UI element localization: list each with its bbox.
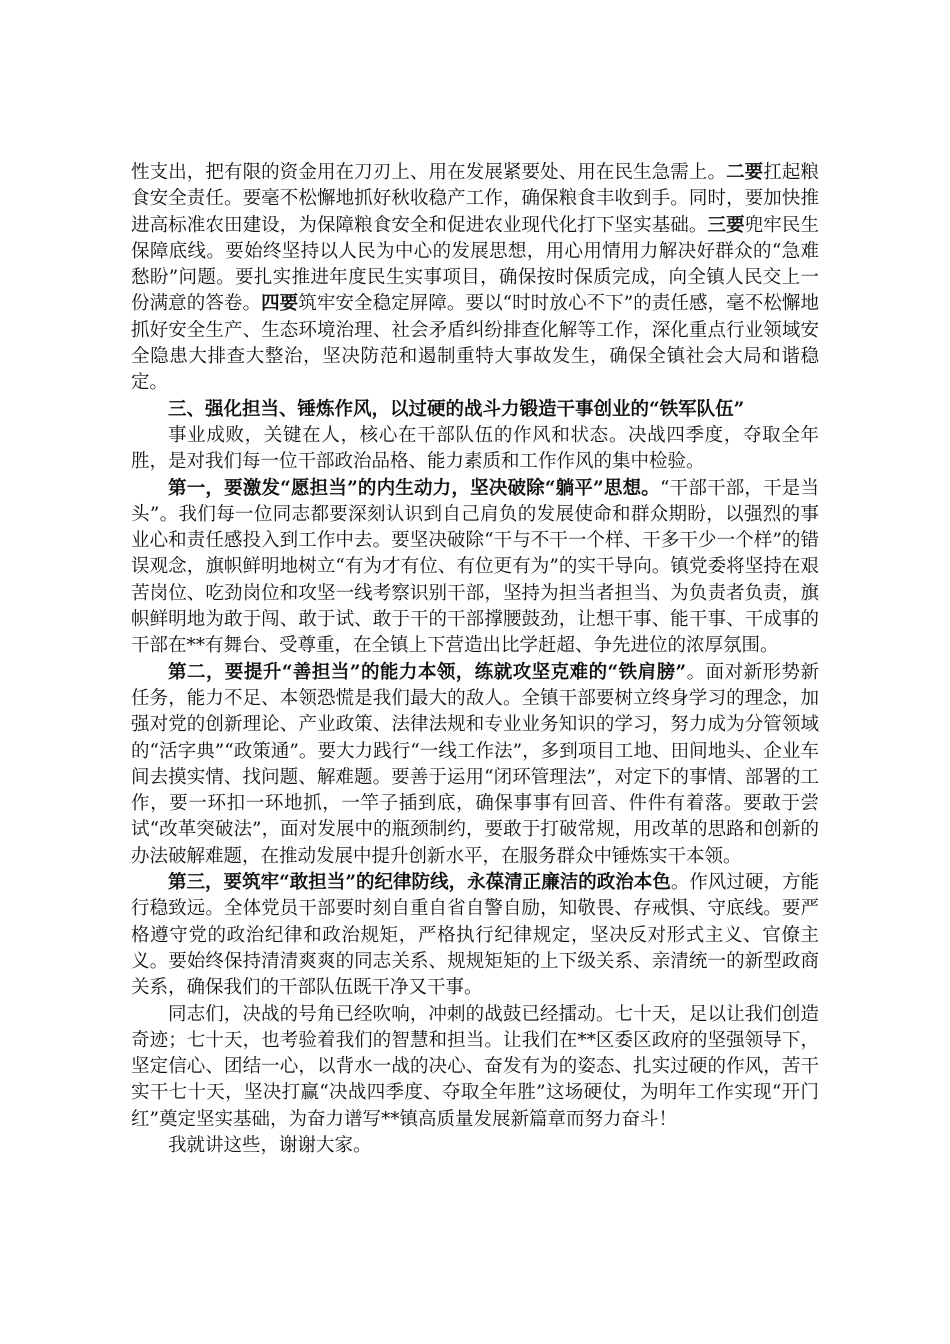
paragraph-third-point [131,870,819,1001]
paragraph-intro: 事业成败，关键在人，核心在干部队伍的作风和状态。决战四季度，夺取全年胜，是对我们每一位干部政治品格、能力素质和工作作风的集中检验。 [131,424,819,473]
bold-label: 四要 [261,293,299,315]
paragraph-second-point [131,660,819,870]
paragraph-thanks: 我就讲这些，谢谢大家。 [168,1134,372,1156]
point-heading: 第三，要筑牢“敢担当”的纪律防线，永葆清正廉洁的政治本色 [168,872,671,894]
bold-label: 三要 [707,214,745,236]
text-run: 。面对新形势新任务，能力不足、本领恐慌是我们最大的敌人。全镇干部要树立终身学习的理念，加强对党的创新理论、产业政策、法律法规和专业业务知识的学习，努力成为分管领域的“活字典”“政策通”。要大力践行“一线工作法”，多到项目工地、田间地头、企业车间去摸实情、找问题、解难题。要善于运用“闭环管理法”，对定下的事情、部署的工作，要一环扣一环地抓，一竿子插到底，确保事事有回音、件件有着落。要敢于尝试“改革突破法”，面对发展中的瓶颈制约，要敢于打破常规，用改革的思路和创新的办法破解难题，在推动发展中提升创新水平，在服务群众中锤炼实干本领。 [131,661,819,867]
text-run: 扛起粮食安全责任。要毫不松懈地抓好秋收稳产工作，确保粮食丰收到手。同时，要加快推进高标准农田建设，为保障粮食安全和促进农业现代化打下坚实基础。 [131,162,819,236]
document-page [131,160,819,1159]
paragraph-closing: 同志们，决战的号角已经吹响，冲刺的战鼓已经擂动。七十天，足以让我们创造奇迹；七十天，也考验着我们的智慧和担当。让我们在**区委区政府的坚强领导下，坚定信心、团结一心，以背水一战的决心、奋发有为的姿态、扎实过硬的作风，苦干实干七十天，坚决打赢“决战四季度、夺取全年胜”这场硬仗，为明年工作实现“开门红”奠定坚实基础，为奋力谱写**镇高质量发展新篇章而努力奋斗！ [131,1003,819,1130]
bold-label: 二要 [726,162,764,183]
paragraph-first-point [131,476,819,660]
text-run: 性支出，把有限的资金用在刀刃上、用在发展紧要处、用在民生急需上。 [131,162,727,183]
text-run: 筑牢安全稳定屏障。要以“时时放心不下”的责任感，毫不松懈地抓好安全生产、生态环境治理、社会矛盾纠纷排查化解等工作，深化重点行业领域安全隐患大排查大整治，坚决防范和遏制重特大事故发生，确保全镇社会大局和谐稳定。 [131,293,819,394]
text-run: 兜牢民生保障底线。要始终坚持以人民为中心的发展思想，用心用情用力解决好群众的“急难愁盼”问题。要扎实推进年度民生实事项目，确保按时保质完成，向全镇人民交上一份满意的答卷。 [131,214,819,315]
section-heading: 三、强化担当、锤炼作风，以过硬的战斗力锻造干事创业的“铁军队伍” [168,398,745,420]
text-run: “干部干部，干是当头”。我们每一位同志都要深刻认识到自己肩负的发展使命和群众期盼，以强烈的事业心和责任感投入到工作中去。要坚决破除“干与不干一个样、干多干少一个样”的错误观念，旗帜鲜明地树立“有为才有位、有位更有为”的实干导向。镇党委将坚持在艰苦岗位、吃劲岗位和攻坚一线考察识别干部，坚持为担当者担当、为负责者负责，旗帜鲜明地为敢于闯、敢于试、敢于干的干部撑腰鼓劲，让想干事、能干事、干成事的干部在**有舞台、受尊重，在全镇上下营造出比学赶超、争先进位的浓厚氛围。 [131,477,819,657]
point-heading: 第二，要提升“善担当”的能力本领，练就攻坚克难的“铁肩膀” [168,661,687,683]
paragraph-key-tasks [131,160,819,397]
text-run: 。作风过硬，方能行稳致远。全体党员干部要时刻自重自省自警自励，知敬畏、存戒惧、守底线。要严格遵守党的政治纪律和政治规矩，严格执行纪律规定，坚决反对形式主义、官僚主义。要始终保持清清爽爽的同志关系、规规矩矩的上下级关系、亲清统一的新型政商关系，确保我们的干部队伍既干净又干事。 [131,872,819,999]
point-heading: 第一，要激发“愿担当”的内生动力，坚决破除“躺平”思想。 [168,477,660,499]
